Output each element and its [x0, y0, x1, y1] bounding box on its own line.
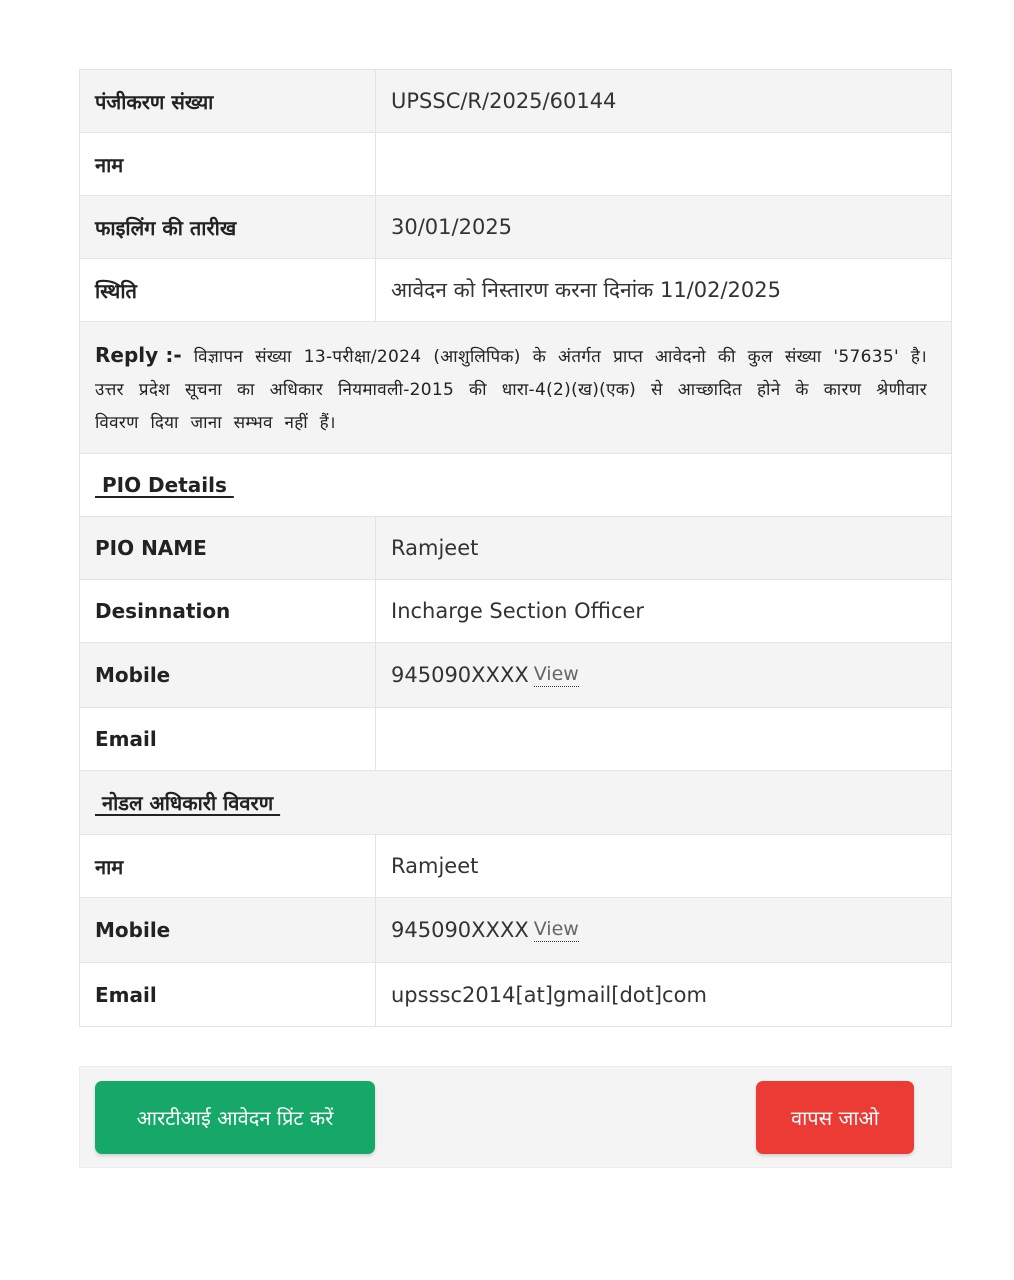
registration-value: UPSSC/R/2025/60144: [391, 89, 617, 113]
pio-mobile-view-link[interactable]: View: [533, 663, 579, 685]
pio-email-value: [376, 708, 951, 770]
print-rti-application-button[interactable]: आरटीआई आवेदन प्रिंट करें: [95, 1081, 375, 1154]
go-back-button[interactable]: वापस जाओ: [756, 1081, 914, 1154]
filing-date-label: फाइलिंग की तारीख: [80, 196, 376, 258]
nodal-mobile-value: 945090XXXX: [391, 918, 529, 942]
pio-designation-label: Desinnation: [80, 580, 376, 642]
name-value: [376, 133, 951, 195]
pio-details-section: [80, 454, 951, 517]
pio-name-value: Ramjeet: [391, 536, 479, 560]
filing-date-row: [80, 196, 951, 259]
pio-details-heading: PIO Details: [95, 473, 234, 497]
registration-label: पंजीकरण संख्या: [80, 70, 376, 132]
name-row: [80, 133, 951, 196]
nodal-name-row: [80, 835, 951, 898]
nodal-name-value: Ramjeet: [391, 854, 479, 878]
pio-mobile-label: Mobile: [80, 643, 376, 707]
action-buttons-panel: [79, 1066, 952, 1168]
nodal-mobile-view-link[interactable]: View: [533, 918, 579, 940]
nodal-officer-section: [80, 771, 951, 835]
pio-name-row: [80, 517, 951, 580]
application-details-table: [79, 69, 952, 1027]
nodal-mobile-row: [80, 898, 951, 963]
nodal-mobile-cell: [376, 898, 951, 962]
registration-row: [80, 70, 951, 133]
pio-name-label: PIO NAME: [80, 517, 376, 579]
status-row: [80, 259, 951, 322]
nodal-mobile-label: Mobile: [80, 898, 376, 962]
pio-designation-row: [80, 580, 951, 643]
pio-designation-value: Incharge Section Officer: [391, 599, 645, 623]
status-value: आवेदन को निस्तारण करना दिनांक 11/02/2025: [391, 278, 781, 302]
reply-row: [80, 322, 951, 454]
nodal-email-row: [80, 963, 951, 1026]
pio-email-row: [80, 708, 951, 771]
reply-text: विज्ञापन संख्या 13-परीक्षा/2024 (आशुलिपिक) के अंतर्गत प्राप्त आवेदनो की कुल संख्या '57635' है। उत्तर प्रदेश सूचना का अधिकार नियमावली-2015 की धारा-4(2)(ख)(एक) से आच्छादित होने के कारण श्रेणीवार विवरण दिया जाना सम्भव नहीं हैं।: [95, 347, 927, 433]
nodal-email-label: Email: [80, 963, 376, 1026]
filing-date-value: 30/01/2025: [391, 215, 513, 239]
nodal-email-value: upsssc2014[at]gmail[dot]com: [391, 982, 707, 1007]
pio-mobile-row: [80, 643, 951, 708]
nodal-name-label: नाम: [80, 835, 376, 897]
pio-mobile-cell: [376, 643, 951, 707]
status-label: स्थिति: [80, 259, 376, 321]
pio-mobile-value: 945090XXXX: [391, 663, 529, 687]
nodal-officer-heading: नोडल अधिकारी विवरण: [95, 791, 281, 815]
reply-label: Reply :-: [95, 343, 182, 367]
name-label: नाम: [80, 133, 376, 195]
pio-email-label: Email: [80, 708, 376, 770]
